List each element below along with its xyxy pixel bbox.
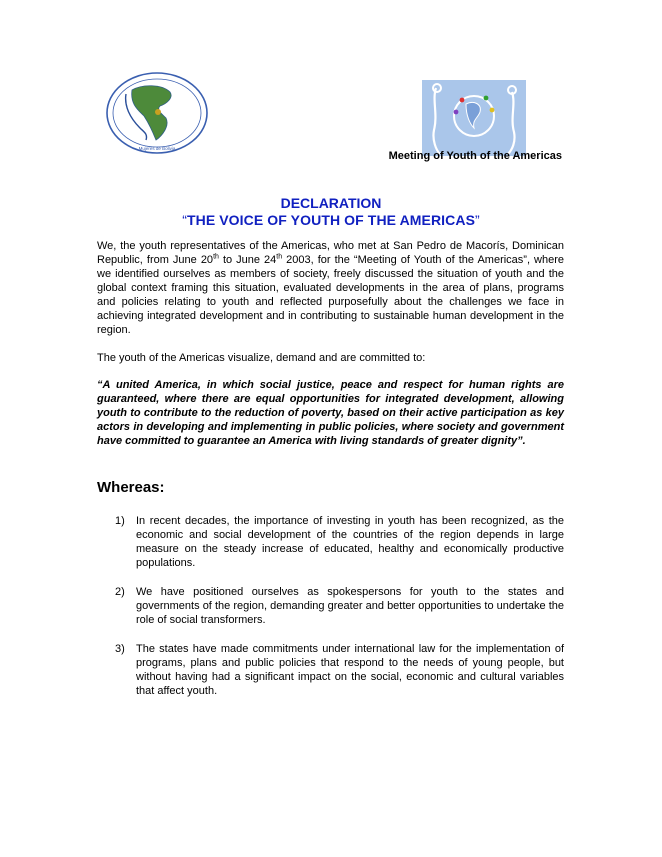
intro-sup-1: th [213,253,219,261]
americas-seal-logo [104,70,210,156]
youth-meeting-logo [422,80,526,156]
intro-text-c: 2003, for the “Meeting of Youth of the Americas”, where we identified ourselves as members of society, freely discussed the situation of youth and the global context framing this situation, evaluated developments in the area of plans, programs and policies relating to youth and reflected purposefully about the challenges we face in achieving integrated development and in contributing to sustainable human development in the region. [97,254,565,336]
whereas-heading: Whereas: [97,479,165,496]
visualize-paragraph: The youth of the Americas visualize, demand and are committed to: [97,352,426,364]
whereas-list [115,514,564,713]
list-number: 3) [115,643,125,655]
list-number: 1) [115,515,125,527]
intro-text-a: We, the youth representatives of the Americas, who met at San Pedro de Macorís, Dominican Republic, from June 20 [97,240,564,266]
intro-sup-2: th [276,253,283,261]
list-item [115,585,564,627]
title-close-quote: ” [475,212,480,228]
list-text: The states have made commitments under international law for the implementation of programs, plans and public policies that respond to the needs of young people, but without having had a significant impact on the social, economic and cultural variables that affect youth. [136,643,564,697]
intro-text-b: to June 24 [218,254,277,266]
vision-statement: “A united America, in which social justice, peace and respect for human rights are guaranteed, where there are equal opportunities for integrated development, allowing youth to contribute to the reduction of poverty, based on their active participation as key actors in developing and implementing in public policies, where society and government have committed to guarantee an America with living standards of greater dignity”. [97,379,564,447]
intro-paragraph [97,239,564,337]
title-line-2 [0,212,662,229]
list-item [115,642,564,698]
list-item [115,514,564,570]
title-open-quote: “ [182,212,187,228]
title-main-text: THE VOICE OF YOUTH OF THE AMERICAS [186,212,476,228]
list-number: 2) [115,586,125,598]
meeting-label: Meeting of Youth of the Americas [388,150,562,162]
logo-left-caption: Mujeres de Bolivia [138,146,176,151]
title-line-1: DECLARATION [280,195,382,211]
list-text: We have positioned ourselves as spokespersons for youth to the states and governments of the region, demanding greater and better opportunities to undertake the role of social transformers. [136,586,564,626]
list-text: In recent decades, the importance of investing in youth has been recognized, as the economic and social development of the countries of the region depends in large measure on the steady increase of educated, healthy and economically productive populations. [136,515,564,569]
declaration-title [0,195,662,229]
